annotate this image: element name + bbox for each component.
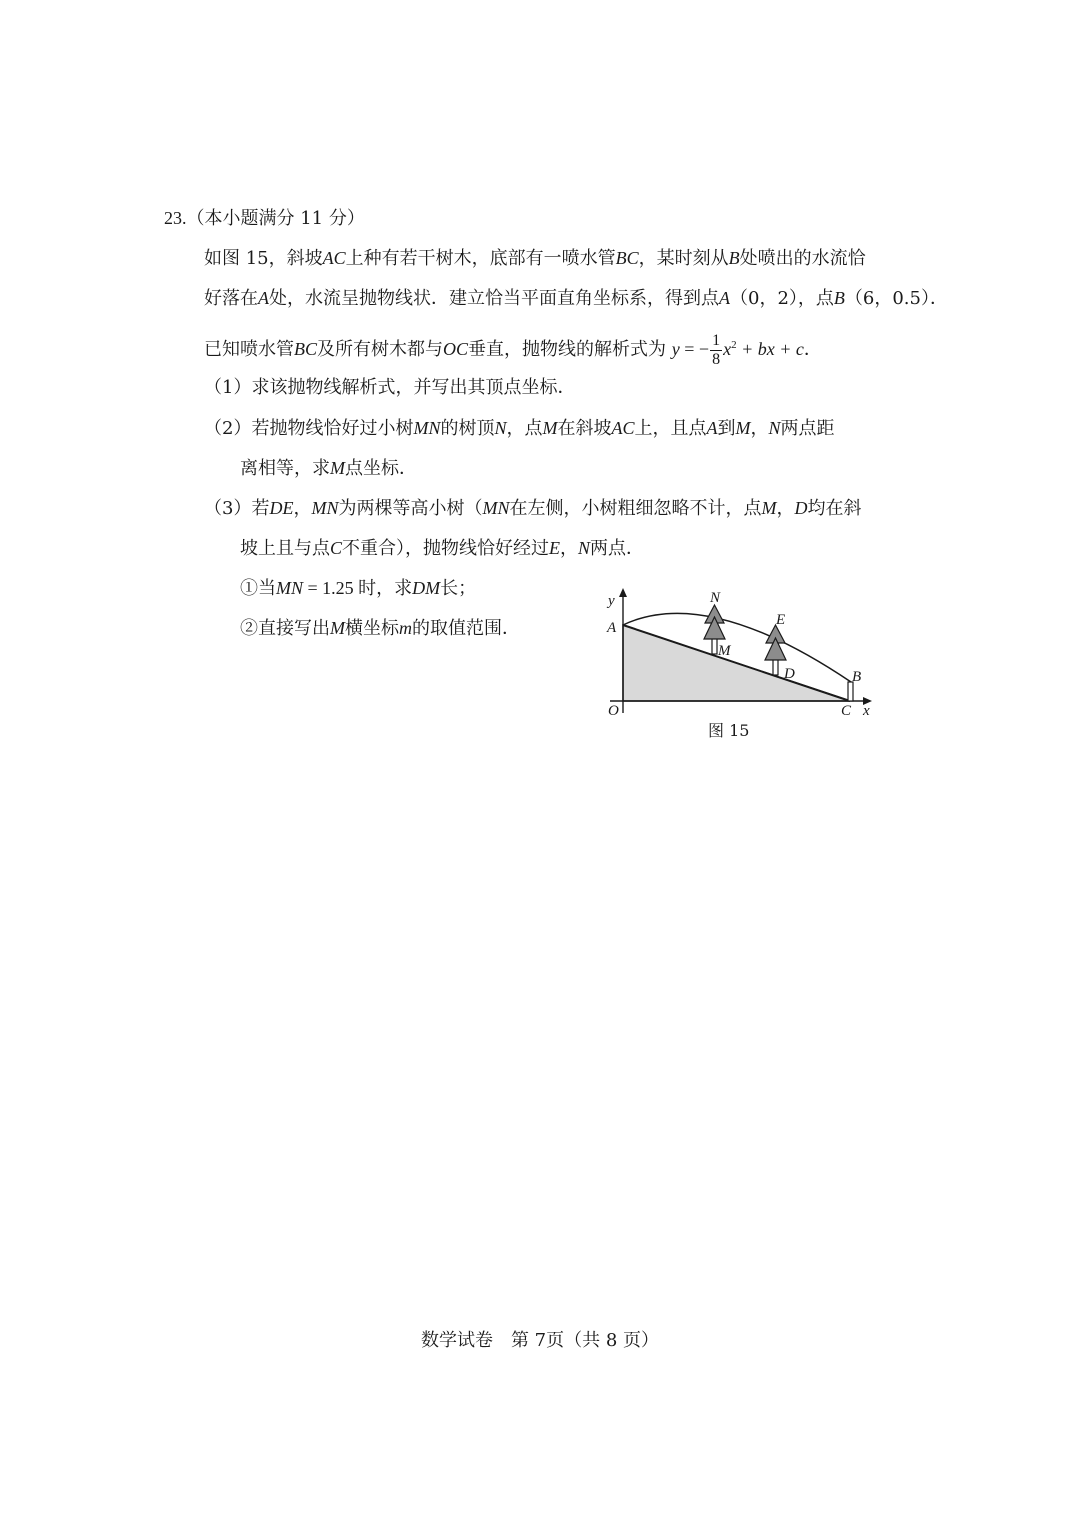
text: ，某时刻从 <box>638 248 729 269</box>
math-a: A <box>706 418 718 438</box>
text: 为两棵等高小树（ <box>338 498 483 519</box>
math-mn: MN <box>413 418 441 438</box>
text: （2）若抛物线恰好过小树 <box>204 418 414 439</box>
fraction-numerator: 1 <box>712 331 721 349</box>
formula-fraction <box>710 332 722 369</box>
part-2-line-1 <box>204 416 835 441</box>
label-n: N <box>710 590 721 606</box>
text: 的树顶 <box>440 418 495 439</box>
math-m: M <box>330 458 345 478</box>
formula-y: y <box>671 339 680 359</box>
label-a: A <box>607 620 617 636</box>
text: ①当 <box>240 578 276 599</box>
text: 在左侧，小树粗细忽略不计，点 <box>509 498 762 519</box>
part-3-line-1 <box>204 496 861 521</box>
text: 两点距 <box>780 418 835 439</box>
part-3-sub-2 <box>240 616 520 641</box>
text: ，点 <box>506 418 543 439</box>
text: 点坐标． <box>345 458 417 479</box>
text: 不重合），抛物线恰好经过 <box>342 538 550 559</box>
text: ， <box>750 418 769 439</box>
label-y: y <box>608 593 615 609</box>
text: （6，0.5）． <box>844 288 948 309</box>
text: 两点． <box>590 538 645 559</box>
label-c: C <box>841 703 852 719</box>
figure-15 <box>600 585 890 720</box>
math-m: M <box>542 418 558 438</box>
text: 及所有树木都与 <box>317 339 444 360</box>
text: 上，且点 <box>634 418 707 439</box>
text: ， <box>293 498 312 519</box>
figure-caption: 图 15 <box>708 721 750 740</box>
part-1: （1）求该抛物线解析式，并写出其顶点坐标． <box>204 377 576 398</box>
y-axis-arrow <box>619 588 627 597</box>
tree-de <box>765 625 786 675</box>
text: ②直接写出 <box>240 618 330 639</box>
text: （3）若 <box>204 498 270 519</box>
parabola-formula <box>671 331 822 368</box>
text: ， <box>776 498 795 519</box>
formula-eq: = − <box>679 339 710 359</box>
text: 均在斜 <box>807 498 862 519</box>
text: 长； <box>440 578 477 599</box>
part-3-sub-1 <box>240 576 476 601</box>
math-oc: OC <box>443 339 469 359</box>
label-d: D <box>784 666 795 682</box>
math-m: M <box>735 418 751 438</box>
stem-line-3 <box>204 326 822 369</box>
text: 坡上且与点 <box>240 538 330 559</box>
text: 在斜坡 <box>557 418 612 439</box>
math-m: M <box>761 498 777 518</box>
label-x: x <box>863 703 870 719</box>
text: 处喷出的水流恰 <box>739 248 866 269</box>
math-a: A <box>719 288 730 308</box>
question-score: （本小题满分 11 分） <box>186 208 365 229</box>
math-mn: MN <box>311 498 339 518</box>
part-3-line-2 <box>240 536 644 561</box>
text: 好落在 <box>204 288 258 309</box>
math-dm: DM <box>412 578 441 598</box>
math-c: C <box>330 538 343 558</box>
math-b: B <box>833 288 845 308</box>
question-header <box>164 206 365 231</box>
math-ac: AC <box>611 418 635 438</box>
part-2-line-2 <box>240 456 417 481</box>
label-m: M <box>718 643 731 659</box>
math-m: M <box>330 618 345 638</box>
math-n: N <box>768 418 781 438</box>
formula-x: x <box>723 339 732 359</box>
stem-line-2 <box>204 286 948 311</box>
text: 的取值范围． <box>412 618 520 639</box>
text: 如图 15，斜坡 <box>204 248 323 269</box>
text: ， <box>560 538 579 559</box>
math-e: E <box>549 538 561 558</box>
text: = 1.25 时，求 <box>303 578 413 598</box>
label-e: E <box>776 612 786 628</box>
page-footer: 数学试卷 第 7页（共 8 页） <box>420 1330 660 1351</box>
formula-rest: + bx + c <box>736 339 804 359</box>
fraction-denominator: 8 <box>712 350 721 368</box>
math-d: D <box>794 498 808 518</box>
text: 垂直，抛物线的解析式为 <box>468 339 667 360</box>
math-mn: MN <box>482 498 510 518</box>
text: ． <box>803 339 822 360</box>
math-mn: MN <box>276 578 303 598</box>
math-bc: BC <box>294 339 318 359</box>
question-number: 23. <box>164 208 187 228</box>
text: 到 <box>717 418 736 439</box>
text: （0，2），点 <box>730 288 834 309</box>
text: 已知喷水管 <box>204 339 294 360</box>
math-de: DE <box>269 498 294 518</box>
stem-line-1 <box>204 246 866 271</box>
text: 离相等，求 <box>240 458 330 479</box>
label-b: B <box>852 669 862 685</box>
math-a: A <box>258 288 269 308</box>
math-m-lower: m <box>399 618 412 638</box>
text: 上种有若干树木，底部有一喷水管 <box>345 248 616 269</box>
math-n: N <box>578 538 591 558</box>
math-bc: BC <box>615 248 639 268</box>
math-ac: AC <box>322 248 346 268</box>
text: 横坐标 <box>345 618 399 639</box>
label-o: O <box>608 703 619 719</box>
math-b: B <box>728 248 740 268</box>
formula-exponent: 2 <box>731 339 737 351</box>
math-n: N <box>494 418 507 438</box>
text: 处，水流呈抛物线状．建立恰当平面直角坐标系，得到点 <box>269 288 719 309</box>
